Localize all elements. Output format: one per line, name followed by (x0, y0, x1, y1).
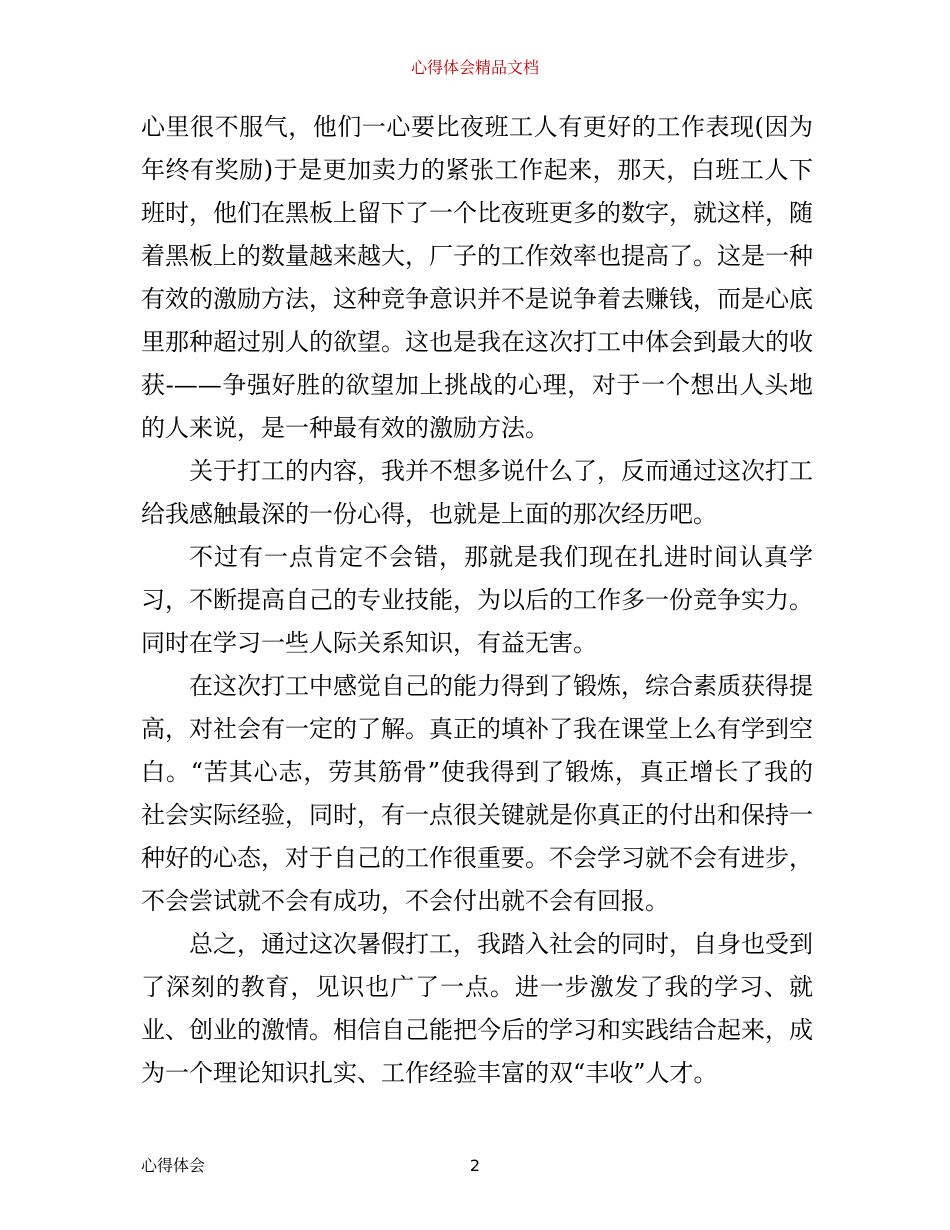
paragraph-3: 不过有一点肯定不会错，那就是我们现在扎进时间认真学习，不断提高自己的专业技能，为以后的工作多一份竞争实力。同时在学习一些人际关系知识，有益无害。 (141, 543, 813, 657)
footer-label: 心得体会 (141, 1156, 206, 1175)
page-header-title: 心得体会精品文档 (410, 58, 539, 77)
paragraph-5: 总之，通过这次暑假打工，我踏入社会的同时，自身也受到了深刻的教育，见识也广了一点。进一步激发了我的学习、就业、创业的激情。相信自己能把今后的学习和实践结合起来，成为一个理论知识扎实、工作经验丰富的双“丰收”人才。 (141, 930, 813, 1087)
paragraph-1: 心里很不服气，他们一心要比夜班工人有更好的工作表现(因为年终有奖励)于是更加卖力的紧张工作起来，那天，白班工人下班时，他们在黑板上留下了一个比夜班更多的数字，就这样，随着黑板上的数量越来越大，厂子的工作效率也提高了。这是一种有效的激励方法，这种竞争意识并不是说争着去赚钱，而是心底里那种超过别人的欲望。这也是我在这次打工中体会到最大的收获-——争强好胜的欲望加上挑战的心理，对于一个想出人头地的人来说，是一种最有效的激励方法。 (141, 113, 813, 442)
paragraph-4: 在这次打工中感觉自己的能力得到了锻炼，综合素质获得提高，对社会有一定的了解。真正的填补了我在课堂上么有学到空白。“苦其心志，劳其筋骨”使我得到了锻炼，真正增长了我的社会实际经验，同时，有一点很关键就是你真正的付出和保持一种好的心态，对于自己的工作很重要。不会学习就不会有进步，不会尝试就不会有成功，不会付出就不会有回报。 (141, 672, 813, 915)
page-number: 2 (469, 1156, 481, 1175)
document-body (141, 106, 813, 1095)
paragraph-2: 关于打工的内容，我并不想多说什么了，反而通过这次打工给我感触最深的一份心得，也就是上面的那次经历吧。 (141, 457, 813, 528)
